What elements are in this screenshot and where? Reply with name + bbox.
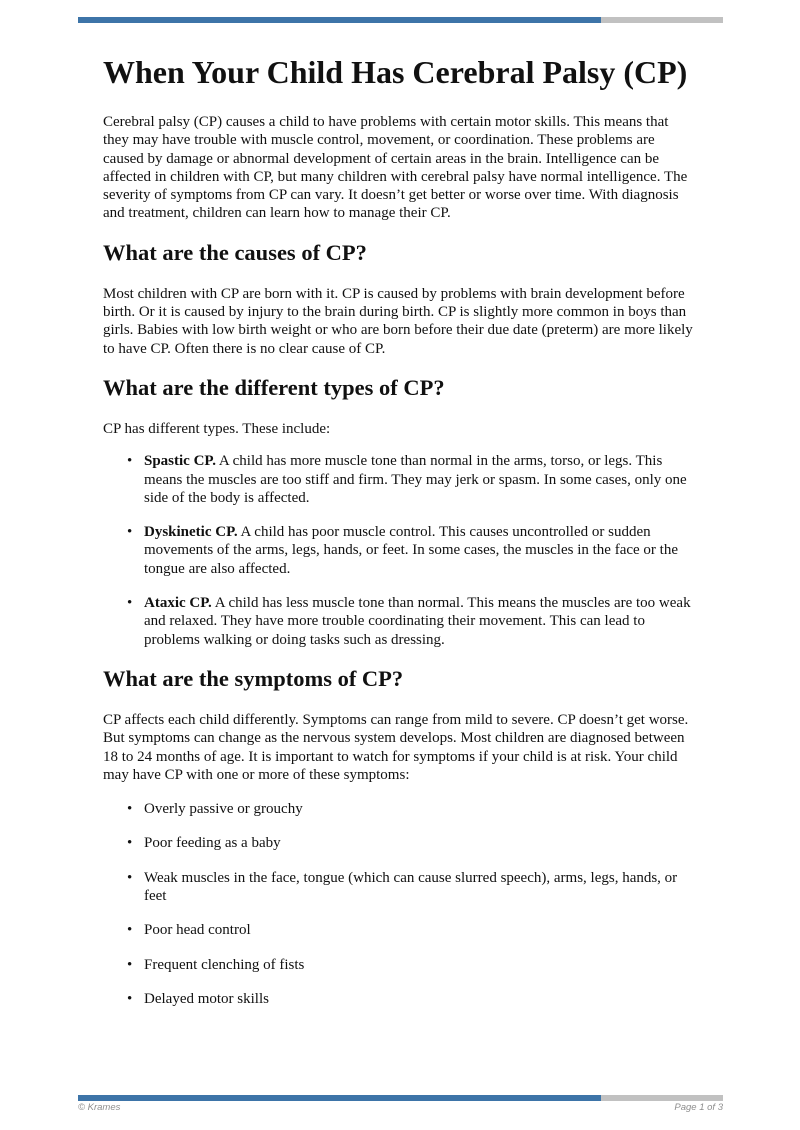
page-footer	[78, 1102, 723, 1113]
footer-bar-gray-segment	[601, 1095, 723, 1101]
symptom-text: Overly passive or grouchy	[144, 801, 303, 818]
list-item-symptom	[127, 921, 697, 939]
section-heading-causes: What are the causes of CP?	[103, 239, 367, 265]
type-description: A child has less muscle tone than normal. This means the muscles are too weak and relaxed. They have more trouble coordinating their movement. This can lead to problems walking or doing tasks such as dressing.	[144, 595, 691, 648]
page-number-label: Page 1 of 3	[674, 1102, 723, 1113]
list-item-symptom	[127, 990, 697, 1008]
symptom-text: Poor feeding as a baby	[144, 835, 281, 852]
section-heading-types: What are the different types of CP?	[103, 374, 445, 400]
type-term: Dyskinetic CP.	[144, 524, 238, 541]
list-item-ataxic-cp	[127, 594, 697, 649]
footer-accent-bar	[78, 1095, 723, 1101]
list-item-spastic-cp	[127, 452, 697, 507]
type-term: Spastic CP.	[144, 453, 216, 470]
section-heading-symptoms: What are the symptoms of CP?	[103, 665, 404, 691]
type-description: A child has poor muscle control. This causes uncontrolled or sudden movements of the arms, legs, hands, or feet. In some cases, the muscles in the face or the tongue are also affected.	[144, 524, 679, 577]
list-item-symptom	[127, 834, 697, 852]
list-item-symptom	[127, 956, 697, 974]
symptoms-list	[103, 800, 697, 1008]
causes-paragraph: Most children with CP are born with it. CP is caused by problems with brain development before birth. Or it is caused by injury to the brain during birth. CP is slightly more common in boys than girls. Babies with low birth weight or who are born before their due date (preterm) are more likely to have CP. Often there is no clear cause of CP.	[103, 285, 693, 357]
footer-bar-blue-segment	[78, 1095, 601, 1101]
symptom-text: Poor head control	[144, 922, 251, 939]
types-lead-paragraph: CP has different types. These include:	[103, 420, 331, 437]
page-title: When Your Child Has Cerebral Palsy (CP)	[103, 54, 688, 90]
symptoms-paragraph: CP affects each child differently. Symptoms can range from mild to severe. CP doesn’t get worse. But symptoms can change as the nervous system develops. Most children are diagnosed between 18 to 24 months of age. It is important to watch for symptoms if your child is at risk. Your child may have CP with one or more of these symptoms:	[103, 711, 689, 783]
list-item-symptom	[127, 869, 697, 906]
types-list	[103, 452, 697, 649]
symptom-text: Delayed motor skills	[144, 990, 269, 1007]
symptom-text: Weak muscles in the face, tongue (which can cause slurred speech), arms, legs, hands, or feet	[144, 869, 678, 905]
list-item-symptom	[127, 800, 697, 818]
copyright-text: © Krames	[78, 1102, 121, 1113]
list-item-dyskinetic-cp	[127, 523, 697, 578]
type-term: Ataxic CP.	[144, 595, 212, 612]
intro-paragraph: Cerebral palsy (CP) causes a child to have problems with certain motor skills. This means that they may have trouble with muscle control, movement, or coordination. These problems are caused by damage or abnormal development of certain areas in the brain. Intelligence can be affected in children with CP, but many children with cerebral palsy have normal intelligence. The severity of symptoms from CP can vary. It doesn’t get better or worse over time. With diagnosis and treatment, children can learn how to manage their CP.	[103, 114, 688, 222]
document-body	[103, 0, 697, 1008]
symptom-text: Frequent clenching of fists	[144, 956, 305, 973]
type-description: A child has more muscle tone than normal in the arms, torso, or legs. This means the muscles are too stiff and firm. They may jerk or spasm. In some cases, only one side of the body is affected.	[144, 453, 687, 506]
